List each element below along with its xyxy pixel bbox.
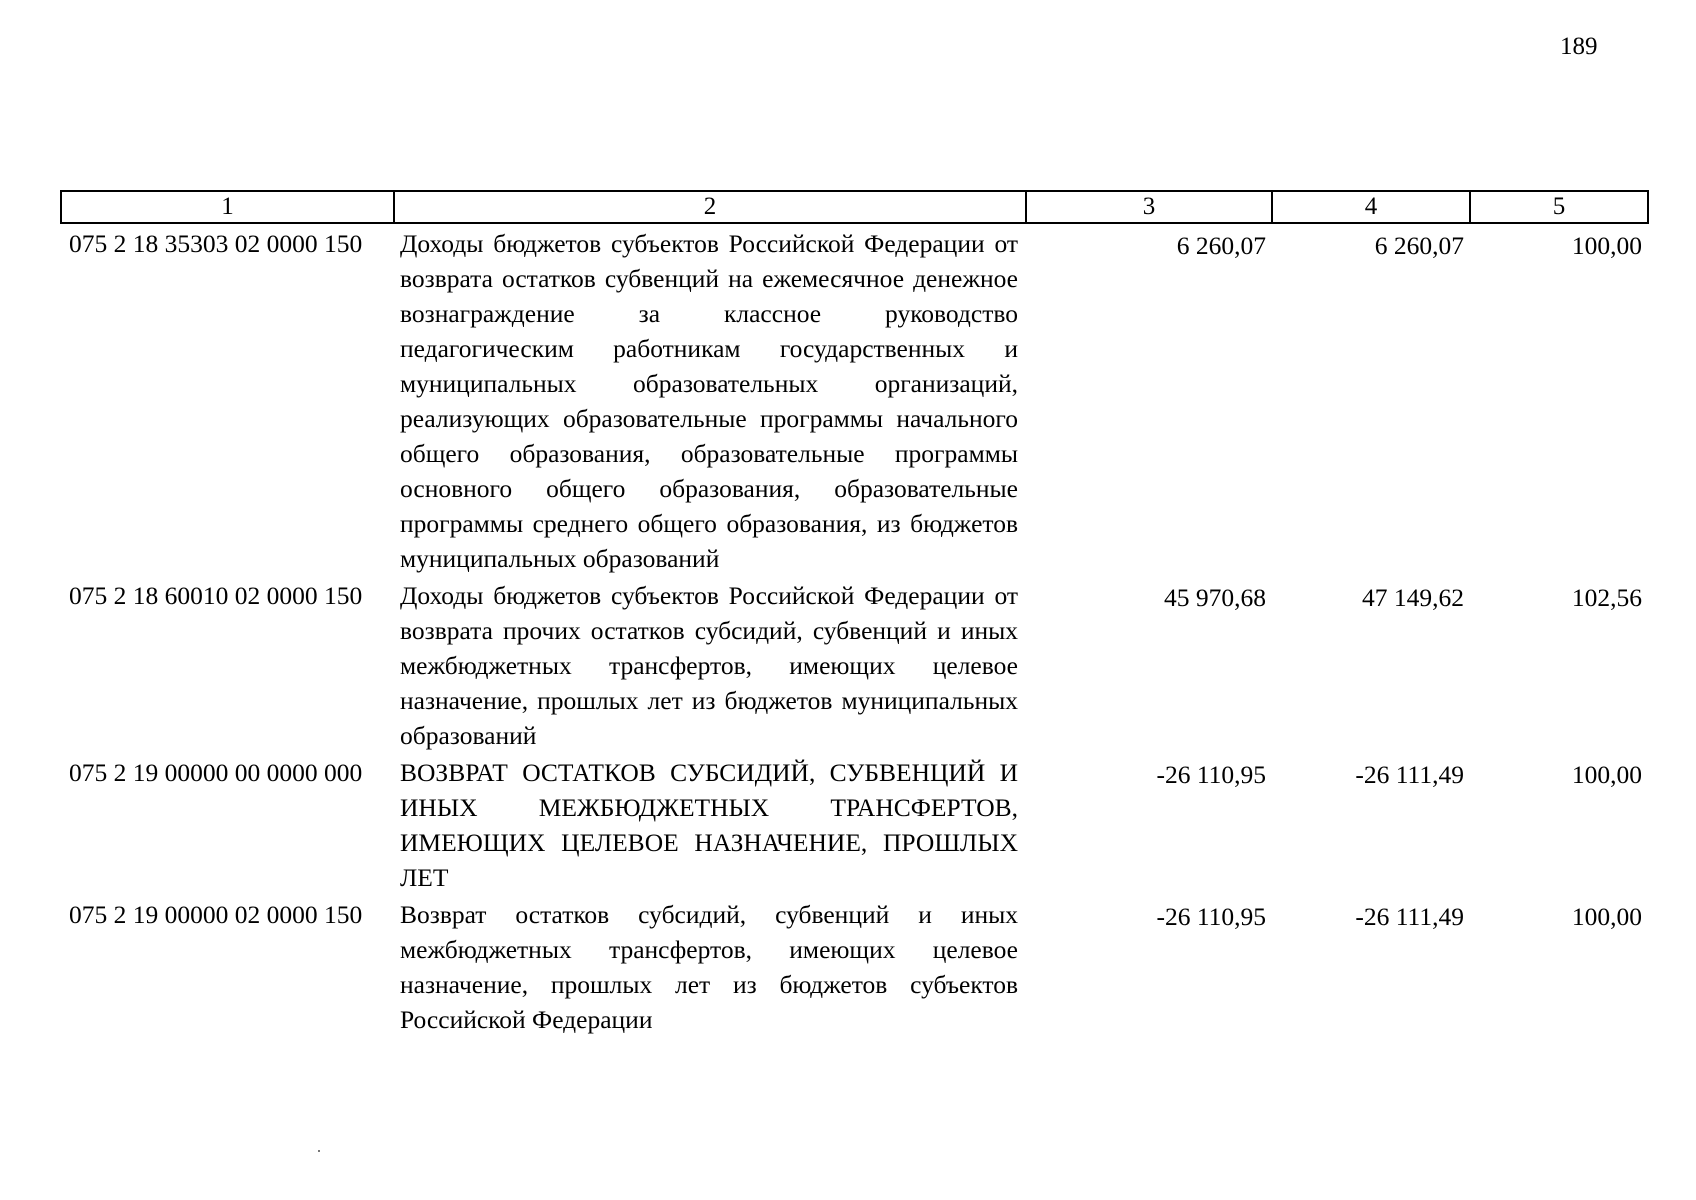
scan-speck xyxy=(318,1150,320,1152)
column-3-value: -26 110,95 xyxy=(1156,902,1266,931)
column-4-value: 6 260,07 xyxy=(1374,231,1464,260)
column-header-2: 2 xyxy=(394,191,1026,223)
table-row xyxy=(61,223,1648,576)
income-name-cell: Доходы бюджетов субъектов Российской Федерации от возврата прочих остатков субсидий, субвенций и иных межбюджетных трансфертов, имеющих целевое назначение, прошлых лет из бюджетов муниципальных образований xyxy=(400,581,1018,750)
column-4-value: -26 111,49 xyxy=(1355,760,1464,789)
table-row xyxy=(61,895,1648,1037)
column-5-value: 100,00 xyxy=(1571,231,1642,260)
income-name-cell: Возврат остатков субсидий, субвенций и иных межбюджетных трансфертов, имеющих целевое назначение, прошлых лет из бюджетов субъектов Российской Федерации xyxy=(400,900,1018,1034)
income-name-cell: Доходы бюджетов субъектов Российской Федерации от возврата остатков субвенций на ежемесячное денежное вознаграждение за классное руководство педагогическим работникам государственных и муниципальных образовательных организаций, реализующих образовательные программы начального общего образования, образовательные программы основного общего образования, образовательные программы среднего общего образования, из бюджетов муниципальных образований xyxy=(400,229,1018,573)
column-3-value: 6 260,07 xyxy=(1176,231,1266,260)
column-4-value: 47 149,62 xyxy=(1362,583,1464,612)
page-number: 189 xyxy=(1560,33,1598,60)
table-row xyxy=(61,576,1648,753)
column-header-4: 4 xyxy=(1272,191,1470,223)
column-header-1: 1 xyxy=(61,191,394,223)
column-3-value: 45 970,68 xyxy=(1164,583,1266,612)
table-header-row xyxy=(61,191,1648,223)
column-5-value: 100,00 xyxy=(1571,902,1642,931)
budget-code-cell: 075 2 19 00000 00 0000 000 xyxy=(69,758,363,787)
budget-code-cell: 075 2 18 35303 02 0000 150 xyxy=(69,229,363,258)
budget-code-cell: 075 2 18 60010 02 0000 150 xyxy=(69,581,363,610)
income-name-cell: ВОЗВРАТ ОСТАТКОВ СУБСИДИЙ, СУБВЕНЦИЙ И ИНЫХ МЕЖБЮДЖЕТНЫХ ТРАНСФЕРТОВ, ИМЕЮЩИХ ЦЕЛЕВОЕ НАЗНАЧЕНИЕ, ПРОШЛЫХ ЛЕТ xyxy=(400,758,1018,892)
column-header-5: 5 xyxy=(1470,191,1648,223)
column-4-value: -26 111,49 xyxy=(1355,902,1464,931)
column-5-value: 100,00 xyxy=(1571,760,1642,789)
budget-table xyxy=(60,190,1649,1037)
column-3-value: -26 110,95 xyxy=(1156,760,1266,789)
column-header-3: 3 xyxy=(1026,191,1272,223)
table-row xyxy=(61,753,1648,895)
column-5-value: 102,56 xyxy=(1571,583,1642,612)
budget-code-cell: 075 2 19 00000 02 0000 150 xyxy=(69,900,363,929)
